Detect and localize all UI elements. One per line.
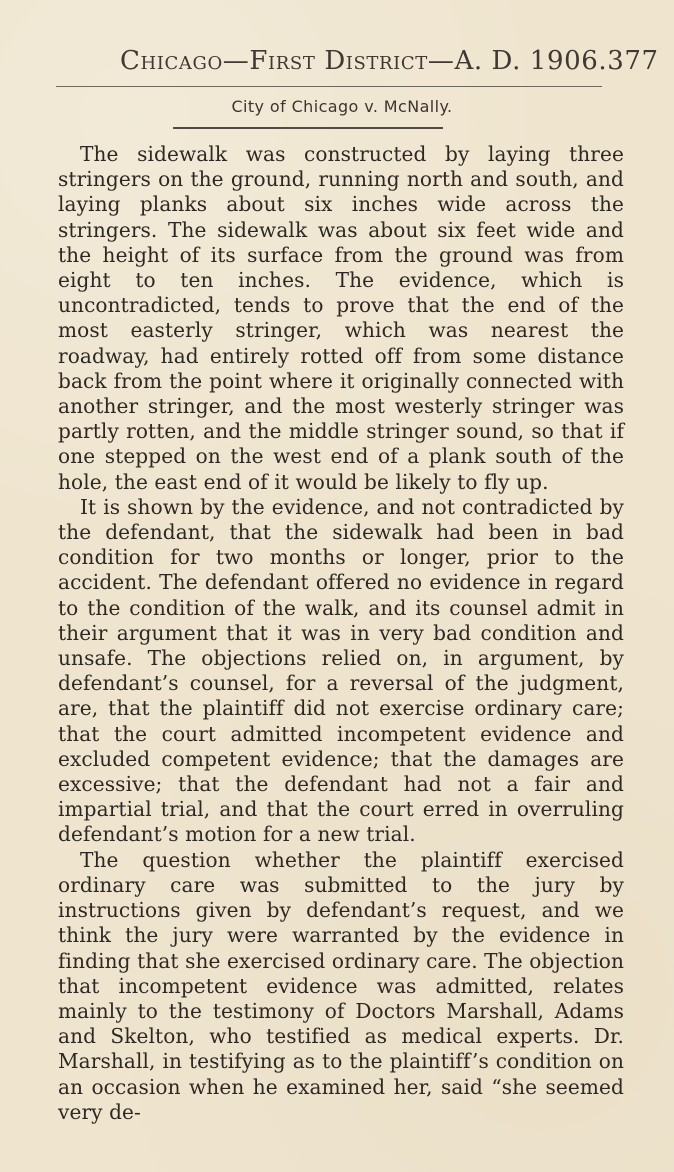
running-header-title: Chicago—First District—A. D. 1906. <box>120 46 608 76</box>
paragraph-2: It is shown by the evidence, and not contradicted by the defendant, that the sidewalk had been in bad condition for two months or longer, prior to the accident. The defendant offered no evidence in regard to the condition of the walk, and its counsel admit in their argument that it was in very bad condition and unsafe. The objections relied on, in argument, by defendant’s counsel, for a reversal of the judgment, are, that the plaintiff did not exercise ordinary care; that the court admitted incompetent evidence and excluded competent evidence; that the damages are excessive; that the defendant had not a fair and impartial trial, and that the court erred in overruling defendant’s motion for a new trial. <box>58 494 624 847</box>
page-number: 377 <box>607 46 659 76</box>
header-rule <box>56 86 602 87</box>
case-rule <box>173 127 443 129</box>
case-name: City of Chicago v. McNally. <box>231 97 453 116</box>
running-header <box>58 46 659 76</box>
paragraph-3: The question whether the plaintiff exercised ordinary care was submitted to the jury by instructions given by defendant’s request, and we think the jury were warranted by the evidence in finding that she exercised ordinary care. The objection that incompetent evidence was admitted, relates mainly to the testimony of Doctors Marshall, Adams and Skelton, who testified as medical experts. Dr. Marshall, in testifying as to the plaintiff’s condition on an occasion when he examined her, said “she seemed very de- <box>58 847 624 1124</box>
body-text <box>58 142 624 1125</box>
paragraph-1: The sidewalk was constructed by laying three stringers on the ground, running north and south, and laying planks about six inches wide across the stringers. The sidewalk was about six feet wide and the height of its surface from the ground was from eight to ten inches. The evidence, which is uncontradicted, tends to prove that the end of the most easterly stringer, which was nearest the roadway, had entirely rotted off from some distance back from the point where it originally connected with another stringer, and the most westerly stringer was partly rotten, and the middle stringer sound, so that if one stepped on the west end of a plank south of the hole, the east end of it would be likely to fly up. <box>58 142 624 494</box>
